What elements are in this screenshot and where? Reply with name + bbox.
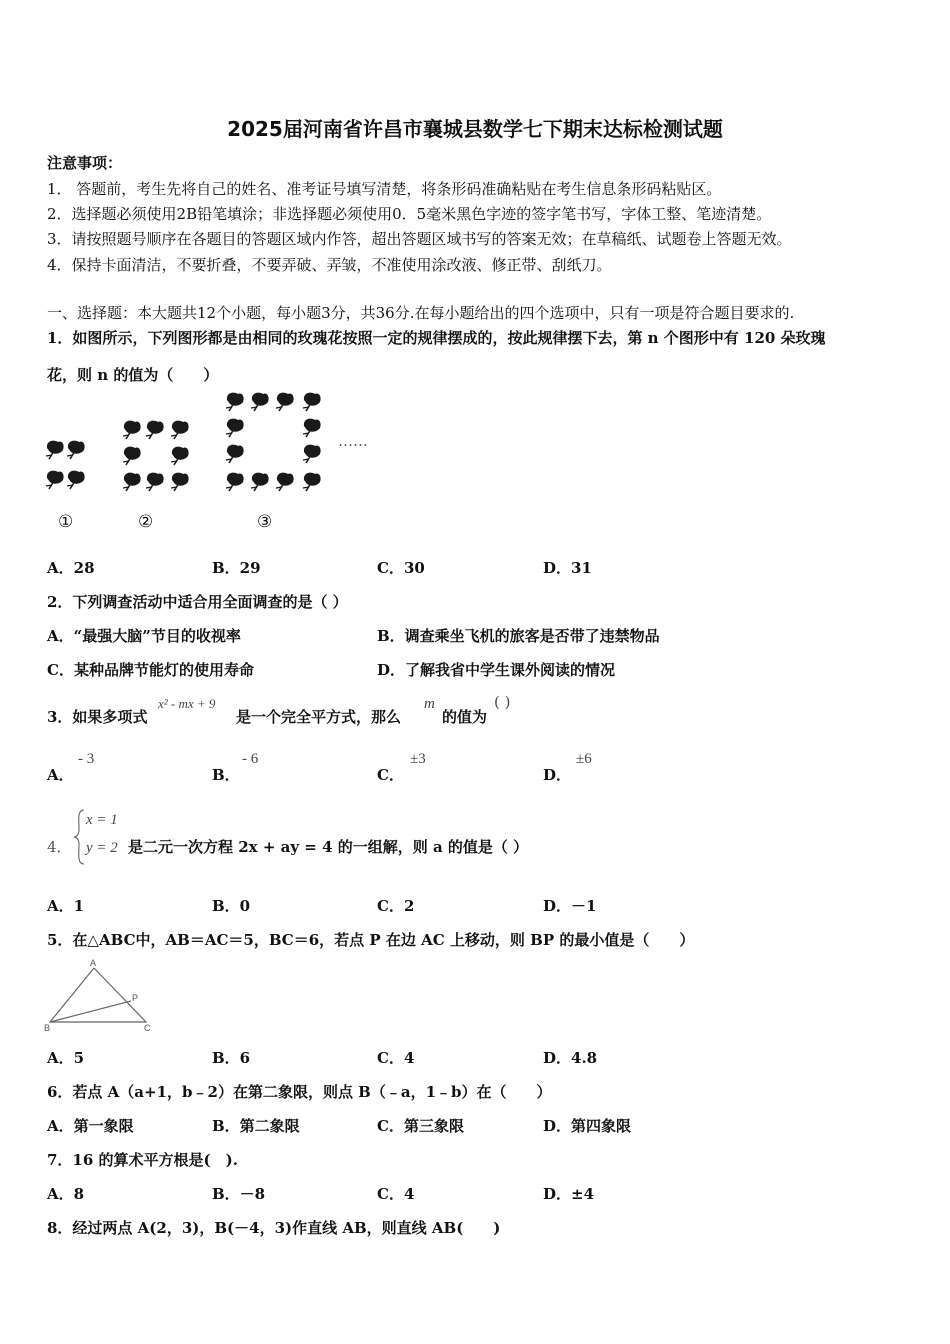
q1-stem-line1: 1．如图所示，下列图形都是由相同的玫瑰花按照一定的规律摆成的，按此规律摆下去，第 n 个图形中有 120 朵玫瑰 [47, 329, 826, 347]
q5-option-c[interactable]: C．4 [377, 1049, 415, 1067]
notice-item-3: 3．请按照题号顺序在各题目的答题区域内作答，超出答题区域书写的答案无效；在草稿纸、试题卷上答题无效。 [47, 230, 792, 248]
q1-option-d[interactable]: D．31 [543, 559, 592, 577]
q1-label-3: ③ [257, 512, 273, 532]
q3-value-d: ±6 [576, 751, 592, 767]
q3-paren: ( ) [494, 693, 511, 711]
q2-option-c[interactable]: C．某种品牌节能灯的使用寿命 [47, 661, 254, 679]
q3-value-a: - 3 [78, 751, 95, 767]
q1-option-c[interactable]: C．30 [377, 559, 425, 577]
q3-option-a[interactable]: A． [47, 766, 74, 784]
section-heading: 一、选择题：本大题共12个小题，每小题3分，共36分.在每小题给出的四个选项中，只有一项是符合题目要求的. [47, 304, 795, 322]
q7-option-d[interactable]: D．±4 [543, 1185, 595, 1203]
notice-item-2: 2．选择题必须使用2B铅笔填涂；非选择题必须使用0．5毫米黑色字迹的签字笔书写，字体工整、笔迹清楚。 [47, 205, 772, 223]
q3-polynomial: x² - mx + 9 [158, 696, 216, 711]
q5-label-c: C [144, 1023, 151, 1033]
q5-label-b: B [44, 1023, 51, 1033]
q4-equation-1: x = 1 [86, 812, 118, 828]
q4-option-b[interactable]: B．0 [212, 897, 251, 915]
q1-stem-line2: 花，则 n 的值为（ ） [47, 366, 219, 384]
q3-m: m [424, 696, 435, 712]
q2-option-b[interactable]: B．调查乘坐飞机的旅客是否带了违禁物品 [377, 627, 660, 645]
notice-heading: 注意事项： [47, 154, 123, 172]
q5-option-a[interactable]: A．5 [47, 1049, 85, 1067]
q3-option-d[interactable]: D． [543, 766, 572, 784]
q3-value-b: - 6 [242, 751, 259, 767]
q1-option-b[interactable]: B．29 [212, 559, 261, 577]
figure-1-roses [46, 441, 85, 489]
q3-value-c: ±3 [410, 751, 426, 767]
q2-option-a[interactable]: A．“最强大脑”节目的收视率 [47, 627, 241, 645]
q4-number: 4． [47, 838, 72, 856]
q4-option-a[interactable]: A．1 [47, 897, 85, 915]
q5-stem: 5．在△ABC中，AB＝AC＝5，BC＝6，若点 P 在边 AC 上移动，则 BP 的最小值是（ ） [47, 931, 695, 949]
q4-option-d[interactable]: D．－1 [543, 897, 597, 915]
q1-option-a[interactable]: A．28 [47, 559, 95, 577]
q3-stem-post: 的值为 [442, 708, 488, 726]
notice-item-4: 4．保持卡面清洁，不要折叠，不要弄破、弄皱，不准使用涂改液、修正带、刮纸刀。 [47, 256, 612, 274]
figure-3-roses [226, 393, 321, 491]
q7-option-b[interactable]: B．－8 [212, 1185, 266, 1203]
q1-label-2: ② [138, 512, 154, 532]
q3-option-c[interactable]: C． [377, 766, 404, 784]
q5-label-a: A [90, 958, 97, 968]
q3-option-b[interactable]: B． [212, 766, 240, 784]
q8-stem: 8．经过两点 A(2，3)，B(－4，3)作直线 AB，则直线 AB( ) [47, 1219, 501, 1237]
q2-option-d[interactable]: D．了解我省中学生课外阅读的情况 [377, 661, 616, 679]
q5-triangle-figure [42, 958, 157, 1034]
q6-option-a[interactable]: A．第一象限 [47, 1117, 134, 1135]
q1-ellipsis: …… [338, 432, 368, 450]
q7-stem: 7．16 的算术平方根是( ). [47, 1151, 238, 1169]
q7-option-c[interactable]: C．4 [377, 1185, 415, 1203]
q5-option-d[interactable]: D．4.8 [543, 1049, 598, 1067]
q3-stem-mid: 是一个完全平方式，那么 [236, 708, 402, 726]
figure-2-roses [123, 421, 189, 491]
q6-stem: 6．若点 A（a+1，b﹣2）在第二象限，则点 B（﹣a，1﹣b）在（ ） [47, 1083, 552, 1101]
q5-label-p: P [132, 993, 139, 1003]
q2-stem: 2．下列调查活动中适合用全面调查的是（ ） [47, 593, 348, 611]
q1-rose-figure [40, 390, 390, 540]
q7-option-a[interactable]: A．8 [47, 1185, 85, 1203]
notice-item-1: 1． 答题前，考生先将自己的姓名、准考证号填写清楚，将条形码准确粘贴在考生信息条形码粘贴区。 [47, 180, 722, 198]
q4-brace [72, 808, 86, 866]
q6-option-d[interactable]: D．第四象限 [543, 1117, 632, 1135]
q4-option-c[interactable]: C．2 [377, 897, 415, 915]
q6-option-c[interactable]: C．第三象限 [377, 1117, 464, 1135]
q6-option-b[interactable]: B．第二象限 [212, 1117, 300, 1135]
q5-option-b[interactable]: B．6 [212, 1049, 251, 1067]
q3-stem-pre: 3．如果多项式 [47, 708, 148, 726]
q4-stem: 是二元一次方程 2x + ay = 4 的一组解，则 a 的值是（ ） [128, 838, 529, 856]
q1-label-1: ① [58, 512, 74, 532]
q4-equation-2: y = 2 [86, 840, 118, 856]
page-title: 2025届河南省许昌市襄城县数学七下期末达标检测试题 [227, 117, 723, 141]
